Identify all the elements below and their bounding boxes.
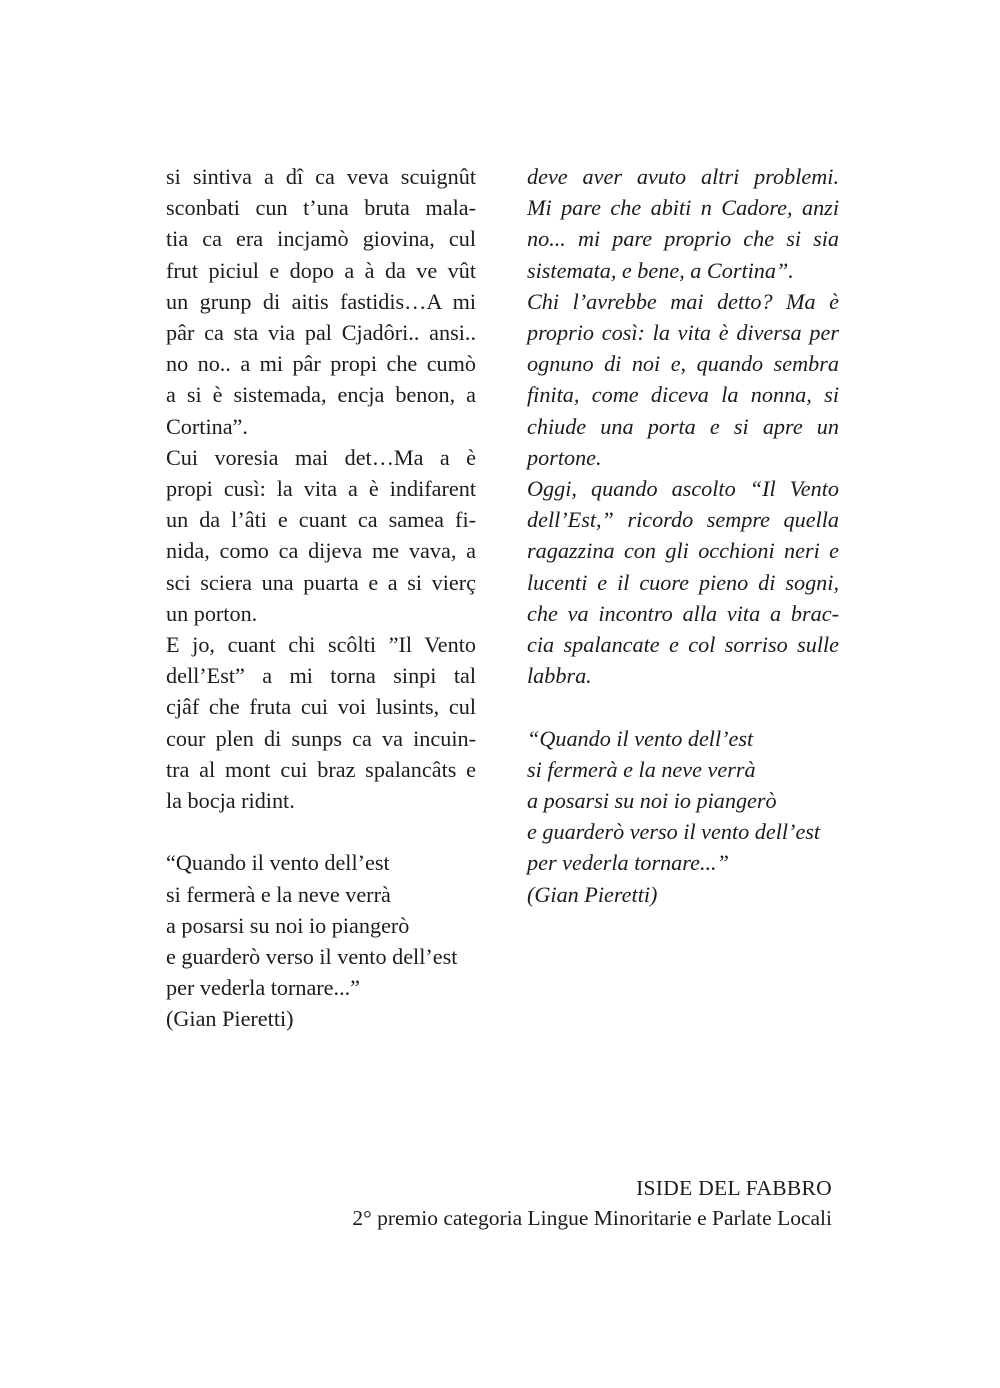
text-line: lucenti e il cuore pieno di sogni, — [527, 569, 839, 595]
left-paragraph — [166, 161, 476, 442]
text-line: sistemata, e bene, a Cortina”. — [527, 257, 794, 283]
quote-line: si fermerà e la neve verrà — [166, 881, 391, 907]
text-line: un porton. — [166, 600, 258, 626]
left-column — [166, 161, 476, 1035]
text-line: E jo, cuant chi scôlti ”Il Vento — [166, 632, 476, 658]
text-line: tia ca era incjamò giovina, cul — [166, 226, 476, 252]
quote-line: si fermerà e la neve verrà — [527, 756, 756, 782]
text-line: Cortina”. — [166, 413, 248, 439]
text-line: deve aver avuto altri problemi. — [527, 164, 839, 189]
text-line: cjâf che fruta cui voi lusints, cul — [166, 694, 476, 720]
text-line: frut piciul e dopo a à da ve vût — [166, 257, 476, 283]
right-paragraph — [527, 161, 839, 286]
quote-line: e guarderò verso il vento dell’est — [527, 819, 821, 845]
text-line: cour plen di sunps ca va incuin- — [166, 725, 476, 751]
text-line: tra al mont cui braz spalancâts e — [166, 756, 476, 782]
stanza-gap — [166, 816, 476, 847]
text-line: un da l’âti e cuant ca samea fi- — [166, 507, 476, 533]
left-paragraph — [166, 629, 476, 816]
text-line: Chi l’avrebbe mai detto? Ma è — [527, 288, 839, 314]
right-quote — [527, 723, 839, 910]
text-line: finita, come diceva la nonna, si — [527, 382, 839, 408]
quote-line: per vederla tornare...” — [166, 975, 361, 1001]
award-line: 2° premio categoria Lingue Minoritarie e Parlate Locali — [352, 1206, 832, 1230]
text-line: sconbati cun t’una bruta mala- — [166, 195, 476, 221]
left-quote — [166, 847, 476, 1034]
text-line: a si è sistemada, encja benon, a — [166, 382, 476, 408]
text-line: si sintiva a dî ca veva scuignût — [166, 164, 476, 189]
text-line: sci sciera una puarta e a si vierç — [166, 569, 476, 595]
text-line: cia spalancate e col sorriso sulle — [527, 632, 839, 658]
text-line: Cui voresia mai det…Ma a è — [166, 444, 476, 470]
text-line: un grunp di aitis fastidis…A mi — [166, 288, 476, 314]
text-line: propi cusì: la vita a è indifarent — [166, 476, 476, 502]
text-line: ragazzina con gli occhioni neri e — [527, 538, 839, 564]
text-line: che va incontro alla vita a brac- — [527, 600, 839, 626]
right-paragraph — [527, 286, 839, 473]
text-line: proprio così: la vita è diversa per — [527, 320, 839, 346]
text-line: Mi pare che abiti n Cadore, anzi — [527, 195, 839, 221]
quote-line: a posarsi su noi io piangerò — [527, 788, 777, 814]
right-paragraph — [527, 473, 839, 691]
text-line: chiude una porta e si apre un — [527, 413, 839, 439]
text-line: la bocja ridint. — [166, 788, 295, 814]
quote-line: (Gian Pieretti) — [527, 881, 658, 907]
text-line: nida, como ca dijeva me vava, a — [166, 538, 476, 564]
quote-line: (Gian Pieretti) — [166, 1006, 294, 1032]
quote-line: a posarsi su noi io piangerò — [166, 912, 410, 938]
text-line: pâr ca sta via pal Cjadôri.. ansi.. — [166, 320, 476, 346]
author-name: ISIDE DEL FABBRO — [636, 1176, 832, 1200]
text-line: no... mi pare proprio che si sia — [527, 226, 839, 252]
text-line: portone. — [527, 444, 602, 470]
text-line: labbra. — [527, 663, 592, 689]
text-line: dell’Est” a mi torna sinpi tal — [166, 663, 476, 689]
left-paragraph — [166, 442, 476, 629]
quote-line: e guarderò verso il vento dell’est — [166, 944, 458, 970]
right-column — [527, 161, 839, 910]
text-line: dell’Est,” ricordo sempre quella — [527, 507, 839, 533]
quote-line: per vederla tornare...” — [527, 850, 729, 876]
text-line: ognuno di noi e, quando sembra — [527, 351, 839, 377]
quote-line: “Quando il vento dell’est — [527, 725, 754, 751]
signature-block — [352, 1173, 832, 1233]
quote-line: “Quando il vento dell’est — [166, 850, 390, 876]
stanza-gap — [527, 691, 839, 722]
text-line: Oggi, quando ascolto “Il Vento — [527, 476, 839, 502]
text-line: no no.. a mi pâr propi che cumò — [166, 351, 476, 377]
